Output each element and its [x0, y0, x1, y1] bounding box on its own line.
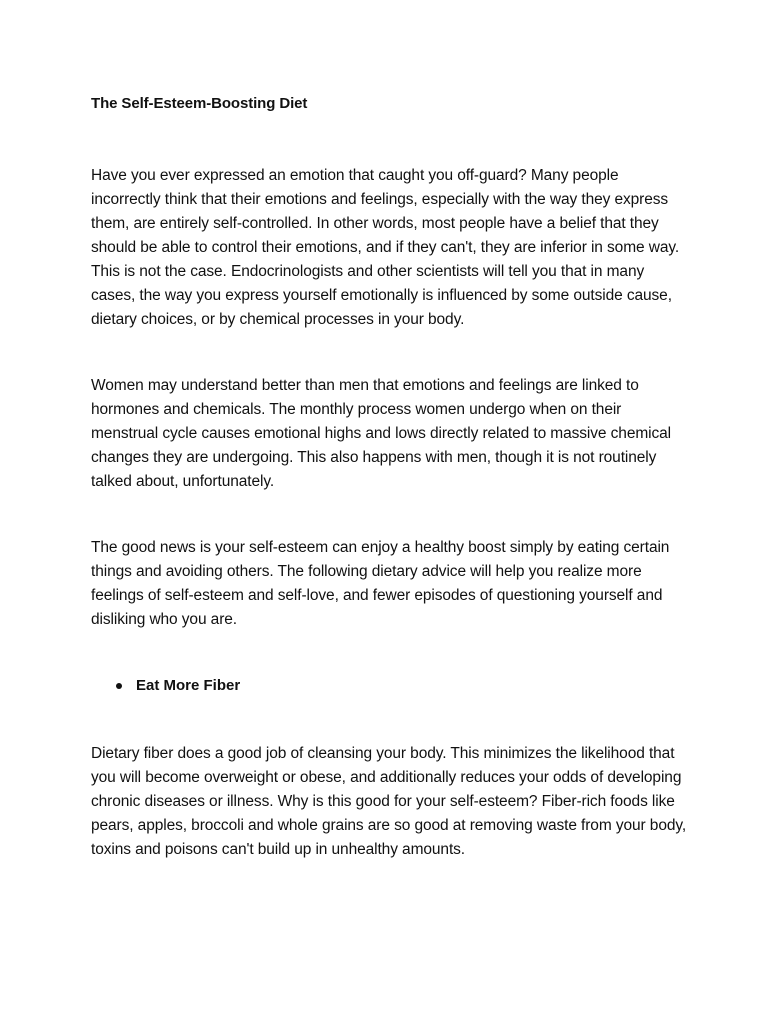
document-content	[91, 92, 691, 904]
paragraph-good-news: The good news is your self-esteem can enjoy a healthy boost simply by eating certain things and avoiding others. The following dietary advice will help you realize more feelings of self-esteem and self-love, and fewer episodes of questioning yourself and disliking who you are.	[91, 539, 670, 628]
bullet-dot-icon	[116, 683, 122, 689]
bullet-label: Eat More Fiber	[136, 677, 241, 694]
paragraph-hormones: Women may understand better than men that emotions and feelings are linked to hormones and chemicals. The monthly process women undergo when on their menstrual cycle causes emotional highs and lows directly related to massive chemical changes they are undergoing. This also happens with men, though it is not routinely talked about, unfortunately.	[91, 377, 672, 490]
bullet-item-eat-more-fiber	[91, 674, 691, 698]
paragraph-fiber: Dietary fiber does a good job of cleansing your body. This minimizes the likelihood that you will become overweight or obese, and additionally reduces your odds of developing chronic diseases or illness. Why is this good for your self-esteem? Fiber-rich foods like pears, apples, broccoli and whole grains are so good at removing waste from your body, toxins and poisons can't build up in unhealthy amounts.	[91, 745, 687, 858]
document-title: The Self-Esteem-Boosting Diet	[91, 95, 308, 112]
paragraph-intro: Have you ever expressed an emotion that caught you off-guard? Many people incorrectly think that their emotions and feelings, especially with the way they express them, are entirely self-controlled. In other words, most people have a belief that they should be able to control their emotions, and if they can't, they are inferior in some way. This is not the case. Endocrinologists and other scientists will tell you that in many cases, the way you express yourself emotionally is influenced by some outside cause, dietary choices, or by chemical processes in your body.	[91, 167, 680, 328]
